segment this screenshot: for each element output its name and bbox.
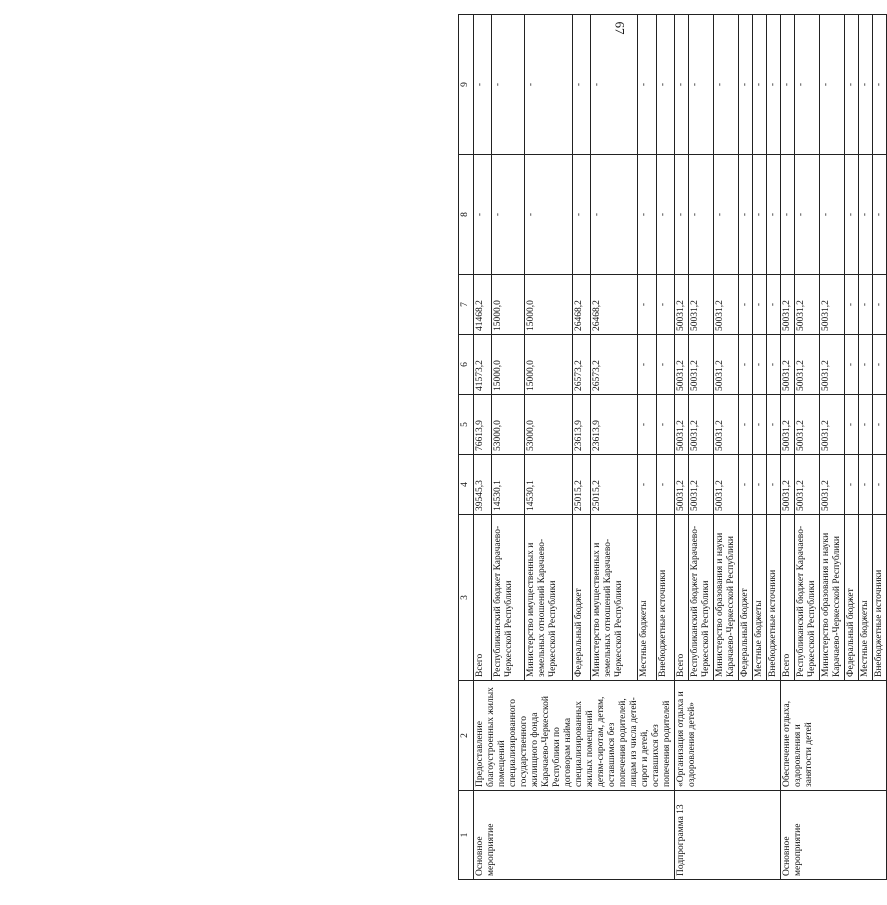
value-cell: - [638,455,656,515]
value-cell: 26468,2 [572,275,590,335]
value-cell: - [689,155,714,275]
value-cell: - [656,15,674,155]
value-cell: 50031,2 [795,335,820,395]
funding-source-cell: Федеральный бюджет [739,515,753,681]
col-header: 8 [459,155,474,275]
page-number: 67 [612,21,628,35]
value-cell: - [714,155,739,275]
value-cell: - [873,455,887,515]
value-cell: - [845,15,859,155]
value-cell: - [845,155,859,275]
value-cell: 25015,2 [572,455,590,515]
value-cell: 50031,2 [714,275,739,335]
value-cell: 26573,2 [590,335,637,395]
value-cell: - [739,455,753,515]
funding-source-cell: Федеральный бюджет [572,515,590,681]
value-cell: - [675,155,689,275]
value-cell: - [767,275,781,335]
value-cell: - [859,155,873,275]
item-name-cell: Предоставление благоустроенных жилых помещений специализированного государственного жилищного фонда Карачаево-Черкесской Республики по договорам найма специализированных жилых помещений детям-сиротам, детям, оставшимся без попечения родителей, лицам из числа детей-сирот и детей, оставшихся без попечения родителей [474,681,675,791]
value-cell: - [656,275,674,335]
value-cell: - [656,155,674,275]
funding-source-cell: Местные бюджеты [753,515,767,681]
value-cell: - [689,15,714,155]
value-cell: 50031,2 [820,275,845,335]
value-cell: - [767,155,781,275]
value-cell: - [739,275,753,335]
funding-source-cell: Республиканский бюджет Карачаево-Черкесской Республики [689,515,714,681]
value-cell: 15000,0 [492,335,525,395]
value-cell: 50031,2 [781,455,795,515]
col-header: 1 [459,791,474,880]
rotated-table-container [458,15,884,880]
funding-source-cell: Министерство имущественных и земельных отношений Карачаево-Черкесской Республики [590,515,637,681]
table-row [675,15,689,880]
value-cell: 53000,0 [525,395,572,455]
value-cell: - [795,15,820,155]
value-cell: - [572,15,590,155]
value-cell: 23613,9 [572,395,590,455]
value-cell: 14530,1 [525,455,572,515]
item-type-cell: Подпрограмма 13 [675,791,781,880]
table-body [474,15,887,880]
funding-source-cell: Республиканский бюджет Карачаево-Черкесской Республики [492,515,525,681]
value-cell: 41468,2 [474,275,492,335]
col-header: 4 [459,455,474,515]
value-cell: - [873,15,887,155]
value-cell: 50031,2 [781,275,795,335]
value-cell: - [753,155,767,275]
item-type-cell: Основное мероприятие [474,791,675,880]
funding-source-cell: Всего [675,515,689,681]
item-name-cell: Обеспечение отдыха, оздоровления и занятости детей [781,681,887,791]
value-cell: - [767,15,781,155]
col-header: 7 [459,275,474,335]
value-cell: - [739,335,753,395]
col-header: 6 [459,335,474,395]
value-cell: - [859,455,873,515]
value-cell: 50031,2 [820,335,845,395]
value-cell: 50031,2 [714,335,739,395]
value-cell: 15000,0 [525,335,572,395]
value-cell: - [845,335,859,395]
value-cell: 76613,9 [474,395,492,455]
value-cell: 50031,2 [795,395,820,455]
value-cell: - [739,15,753,155]
funding-source-cell: Министерство имущественных и земельных отношений Карачаево-Черкесской Республики [525,515,572,681]
value-cell: 50031,2 [675,275,689,335]
header-row [459,15,474,880]
value-cell: - [873,335,887,395]
value-cell: - [474,15,492,155]
value-cell: 50031,2 [820,395,845,455]
funding-source-cell: Федеральный бюджет [845,515,859,681]
value-cell: 39545,3 [474,455,492,515]
value-cell: - [714,15,739,155]
value-cell: - [739,395,753,455]
table-row [474,15,492,880]
value-cell: - [675,15,689,155]
value-cell: - [781,15,795,155]
value-cell: - [859,395,873,455]
value-cell: - [525,155,572,275]
value-cell: 50031,2 [675,455,689,515]
value-cell: - [492,15,525,155]
value-cell: - [590,155,637,275]
item-type-cell: Основное мероприятие [781,791,887,880]
table-row [781,15,795,880]
value-cell: 50031,2 [781,335,795,395]
funding-source-cell: Министерство образования и науки Карачаево-Черкесской Республики [820,515,845,681]
value-cell: - [859,275,873,335]
value-cell: - [767,335,781,395]
funding-source-cell: Местные бюджеты [638,515,656,681]
value-cell: - [767,395,781,455]
value-cell: - [820,15,845,155]
funding-source-cell: Местные бюджеты [859,515,873,681]
value-cell: - [753,455,767,515]
col-header: 5 [459,395,474,455]
value-cell: 50031,2 [795,455,820,515]
value-cell: 50031,2 [820,455,845,515]
value-cell: - [781,155,795,275]
value-cell: 50031,2 [689,335,714,395]
value-cell: - [638,275,656,335]
funding-source-cell: Всего [474,515,492,681]
value-cell: - [820,155,845,275]
value-cell: - [638,15,656,155]
funding-source-cell: Министерство образования и науки Карачаево-Черкесской Республики [714,515,739,681]
value-cell: 41573,2 [474,335,492,395]
value-cell: - [638,155,656,275]
value-cell: - [873,395,887,455]
value-cell: 50031,2 [714,395,739,455]
funding-table [458,14,887,880]
value-cell: 53000,0 [492,395,525,455]
value-cell: - [845,395,859,455]
value-cell: - [859,15,873,155]
value-cell: 50031,2 [675,335,689,395]
value-cell: - [859,335,873,395]
value-cell: - [845,275,859,335]
value-cell: - [873,155,887,275]
col-header: 3 [459,515,474,681]
value-cell: 50031,2 [795,275,820,335]
value-cell: 50031,2 [781,395,795,455]
value-cell: - [739,155,753,275]
col-header: 9 [459,15,474,155]
value-cell: 25015,2 [590,455,637,515]
value-cell: 15000,0 [492,275,525,335]
value-cell: 50031,2 [675,395,689,455]
value-cell: - [656,395,674,455]
value-cell: - [656,455,674,515]
value-cell: - [753,275,767,335]
value-cell: - [753,395,767,455]
funding-source-cell: Республиканский бюджет Карачаево-Черкесской Республики [795,515,820,681]
value-cell: - [753,15,767,155]
value-cell: - [753,335,767,395]
value-cell: - [845,455,859,515]
value-cell: - [474,155,492,275]
value-cell: 15000,0 [525,275,572,335]
funding-source-cell: Внебюджетные источники [767,515,781,681]
value-cell: 14530,1 [492,455,525,515]
value-cell: 23613,9 [590,395,637,455]
value-cell: 50031,2 [689,275,714,335]
col-header: 2 [459,681,474,791]
value-cell: - [767,455,781,515]
value-cell: 26468,2 [590,275,637,335]
value-cell: 50031,2 [689,455,714,515]
value-cell: 50031,2 [689,395,714,455]
value-cell: 50031,2 [714,455,739,515]
value-cell: - [795,155,820,275]
value-cell: - [572,155,590,275]
value-cell: - [525,15,572,155]
value-cell: - [656,335,674,395]
value-cell: - [638,335,656,395]
value-cell: - [492,155,525,275]
value-cell: 26573,2 [572,335,590,395]
funding-source-cell: Всего [781,515,795,681]
value-cell: - [638,395,656,455]
value-cell: - [590,15,637,155]
item-name-cell: «Организация отдыха и оздоровления детей» [675,681,781,791]
funding-source-cell: Внебюджетные источники [656,515,674,681]
value-cell: - [873,275,887,335]
funding-source-cell: Внебюджетные источники [873,515,887,681]
